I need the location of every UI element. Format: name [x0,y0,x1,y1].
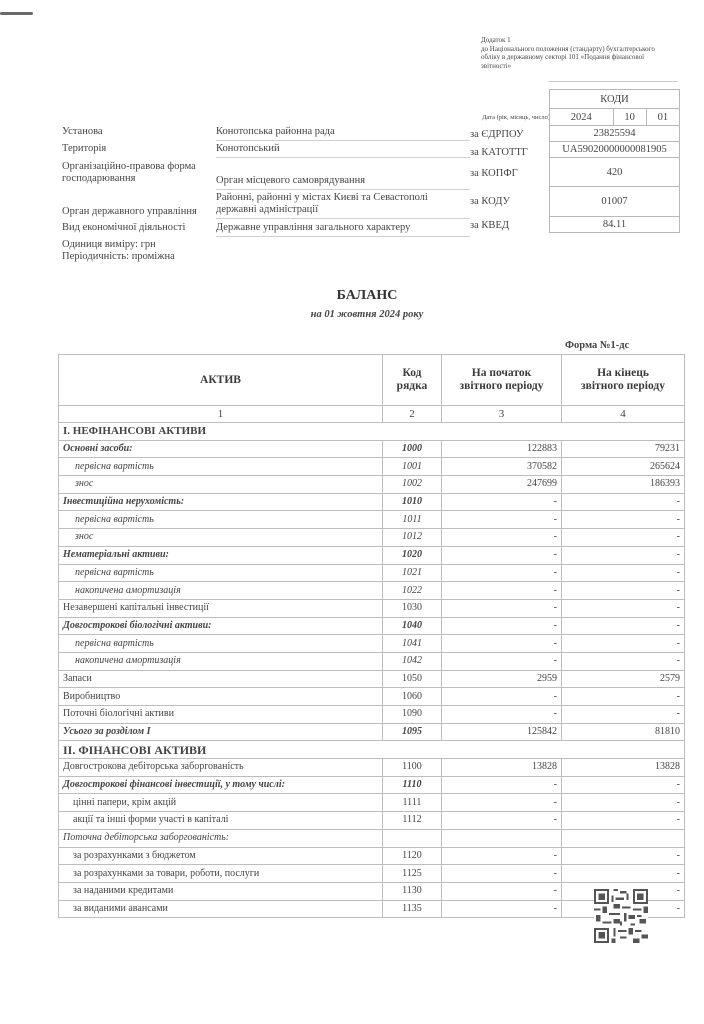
row-start-value: - [442,847,562,865]
row-code [383,829,442,847]
activity-value: Державне управління загального характеру [216,222,470,237]
section-row [59,741,685,759]
annex-line: Додаток 1 [481,36,511,44]
row-start-value: - [442,511,562,529]
row-start-value: 370582 [442,458,562,476]
row-name: Довгострокові біологічні активи: [59,617,383,635]
row-end-value: - [562,599,685,617]
row-name: Незавершені капітальні інвестиції [59,599,383,617]
row-start-value: - [442,882,562,900]
row-start-value: 125842 [442,723,562,741]
row-end-value: - [562,865,685,883]
row-code: 1060 [383,688,442,706]
row-end-value: 13828 [562,759,685,777]
table-row [59,900,685,918]
column-number: 4 [562,406,685,423]
table-row [59,511,685,529]
header-end [562,355,685,406]
row-code: 1095 [383,723,442,741]
institution-label: Установа [62,126,103,137]
kopfg-value: 420 [550,158,680,187]
row-start-value: 2959 [442,670,562,688]
table-row [59,529,685,547]
qr-code-icon [594,889,648,943]
table-row [59,599,685,617]
row-code: 1135 [383,900,442,918]
row-code: 1090 [383,706,442,724]
row-start-value: - [442,617,562,635]
row-end-value: 265624 [562,458,685,476]
row-name: первісна вартість [59,458,383,476]
row-name: цінні папери, крім акцій [59,794,383,812]
row-code: 1111 [383,794,442,812]
row-end-value: - [562,776,685,794]
row-start-value: - [442,635,562,653]
row-start-value: - [442,688,562,706]
row-end-value: - [562,564,685,582]
kopfg-label: за КОПФГ [470,168,518,179]
row-name: первісна вартість [59,511,383,529]
table-row [59,847,685,865]
row-end-value: - [562,812,685,830]
table-row [59,829,685,847]
table-row [59,493,685,511]
row-name: Нематеріальні активи: [59,546,383,564]
row-name: Довгострокова дебіторська заборгованість [59,759,383,777]
balance-table [58,354,685,918]
gov-body-value [216,192,470,219]
table-row [59,476,685,494]
row-end-value: - [562,706,685,724]
row-code: 1042 [383,652,442,670]
row-name: Запаси [59,670,383,688]
date-label: Дата (рік, місяць, число) [482,114,550,121]
table-row [59,617,685,635]
table-row [59,776,685,794]
kodu-value: 01007 [550,187,680,217]
table-row [59,865,685,883]
row-end-value: 81810 [562,723,685,741]
header-end-line: звітного періоду [581,380,665,392]
row-code: 1022 [383,582,442,600]
row-name: за розрахунками з бюджетом [59,847,383,865]
row-start-value: - [442,493,562,511]
table-row [59,812,685,830]
row-start-value: - [442,812,562,830]
territory-value: Конотопський [216,143,470,158]
row-end-value: - [562,529,685,547]
row-code: 1000 [383,440,442,458]
table-row [59,759,685,777]
table-row [59,440,685,458]
header-end-line: На кінець [597,367,649,379]
row-start-value: 13828 [442,759,562,777]
section-title: ІІ. ФІНАНСОВІ АКТИВИ [59,741,685,759]
row-name: накопичена амортизація [59,652,383,670]
header-start-line: На початок [471,367,532,379]
annex-divider [548,81,678,82]
row-end-value: - [562,882,685,900]
table-row [59,546,685,564]
row-end-value: - [562,617,685,635]
table-row [59,882,685,900]
activity-label: Вид економічної діяльності [62,222,186,233]
row-name: Поточна дебіторська заборгованість: [59,829,383,847]
row-name: за виданими авансами [59,900,383,918]
section-row [59,423,685,441]
row-end-value: 2579 [562,670,685,688]
form-number: Форма №1-дс [565,340,630,351]
row-code: 1125 [383,865,442,883]
gov-body-label: Орган державного управління [62,206,197,217]
row-start-value: - [442,794,562,812]
row-start-value: - [442,564,562,582]
row-code: 1130 [383,882,442,900]
table-header-row [59,355,685,406]
row-code: 1012 [383,529,442,547]
row-name: первісна вартість [59,564,383,582]
row-code: 1112 [383,812,442,830]
gov-body-line: Районні, районні у містах Києві та Севастополі [216,192,428,203]
row-code: 1041 [383,635,442,653]
row-code: 1050 [383,670,442,688]
codes-table [549,89,680,233]
section-title: І. НЕФІНАНСОВІ АКТИВИ [59,423,685,441]
row-end-value: 79231 [562,440,685,458]
scan-artifact-mark [0,12,33,15]
row-code: 1030 [383,599,442,617]
column-number: 3 [442,406,562,423]
table-row [59,458,685,476]
row-end-value: - [562,635,685,653]
table-row [59,670,685,688]
row-code: 1001 [383,458,442,476]
katottg-value: UA59020000000081905 [550,142,680,158]
katottg-label: за КАТОТТГ [470,147,528,158]
row-name: Довгострокові фінансові інвестиції, у тому числі: [59,776,383,794]
unit-of-measure: Одиниця виміру: грн [62,239,156,250]
kodu-label: за КОДУ [470,196,510,207]
annex-line: звітності» [481,61,512,70]
table-row [59,706,685,724]
row-code: 1011 [383,511,442,529]
row-name: Інвестиційна нерухомість: [59,493,383,511]
row-end-value: - [562,900,685,918]
legal-form-label [62,161,196,185]
row-code: 1021 [383,564,442,582]
row-code: 1002 [383,476,442,494]
row-code: 1120 [383,847,442,865]
row-start-value: 122883 [442,440,562,458]
row-name: Поточні біологічні активи [59,706,383,724]
date-year: 2024 [550,109,614,126]
column-number: 2 [383,406,442,423]
column-number: 1 [59,406,383,423]
row-code: 1040 [383,617,442,635]
table-row [59,688,685,706]
row-name: Основні засоби: [59,440,383,458]
table-row [59,723,685,741]
edrpou-label: за ЄДРПОУ [470,129,524,140]
institution-value: Конотопська районна рада [216,126,470,141]
row-start-value: - [442,546,562,564]
row-name: Усього за розділом I [59,723,383,741]
kved-label: за КВЕД [470,220,510,231]
row-name: накопичена амортизація [59,582,383,600]
row-end-value [562,829,685,847]
row-start-value: - [442,706,562,724]
row-end-value: - [562,511,685,529]
row-code: 1110 [383,776,442,794]
row-end-value: - [562,493,685,511]
header-code-line: рядка [396,380,428,392]
row-name: Виробництво [59,688,383,706]
kved-value: 84.11 [550,217,680,233]
row-start-value: - [442,865,562,883]
row-name: знос [59,476,383,494]
table-row [59,582,685,600]
row-start-value: - [442,900,562,918]
row-code: 1100 [383,759,442,777]
row-end-value: - [562,652,685,670]
row-start-value: - [442,582,562,600]
table-row [59,564,685,582]
row-end-value: - [562,546,685,564]
header-start-line: звітного періоду [459,380,544,392]
legal-form-value: Орган місцевого самоврядування [216,175,470,190]
header-code [383,355,442,406]
annex-line: обліку в державному секторі 101 «Подання фінансової [481,53,645,61]
section2-rows [59,759,685,918]
row-name: за розрахунками за товари, роботи, послуги [59,865,383,883]
header-code-line: Код [402,367,422,379]
row-name: за наданими кредитами [59,882,383,900]
annex-note [481,36,681,70]
annex-line: до Національного положення (стандарту) бухгалтерського [481,44,655,53]
row-end-value: - [562,794,685,812]
units-block [62,239,175,263]
row-end-value: 186393 [562,476,685,494]
section1-rows [59,440,685,741]
row-start-value: 247699 [442,476,562,494]
date-month: 10 [613,109,646,126]
table-row [59,635,685,653]
row-start-value: - [442,529,562,547]
report-title: БАЛАНС [336,288,398,303]
table-row [59,794,685,812]
row-end-value: - [562,582,685,600]
codes-header: КОДИ [550,90,680,109]
table-row [59,652,685,670]
report-date: на 01 жовтня 2024 року [310,309,424,320]
periodicity: Періодичність: проміжна [62,251,175,262]
legal-form-label-line: господарювання [62,173,136,184]
row-name: знос [59,529,383,547]
row-code: 1020 [383,546,442,564]
column-number-row [59,406,685,423]
row-start-value [442,829,562,847]
row-start-value: - [442,599,562,617]
row-name: первісна вартість [59,635,383,653]
row-code: 1010 [383,493,442,511]
legal-form-label-line: Організаційно-правова форма [62,161,196,172]
row-end-value: - [562,688,685,706]
edrpou-value: 23825594 [550,126,680,142]
header-start [442,355,562,406]
territory-label: Територія [62,143,107,154]
date-day: 01 [646,109,679,126]
gov-body-line: державні адміністрації [216,204,319,215]
row-end-value: - [562,847,685,865]
row-name: акції та інші форми участі в капіталі [59,812,383,830]
row-start-value: - [442,652,562,670]
row-start-value: - [442,776,562,794]
header-asset: АКТИВ [59,355,383,406]
